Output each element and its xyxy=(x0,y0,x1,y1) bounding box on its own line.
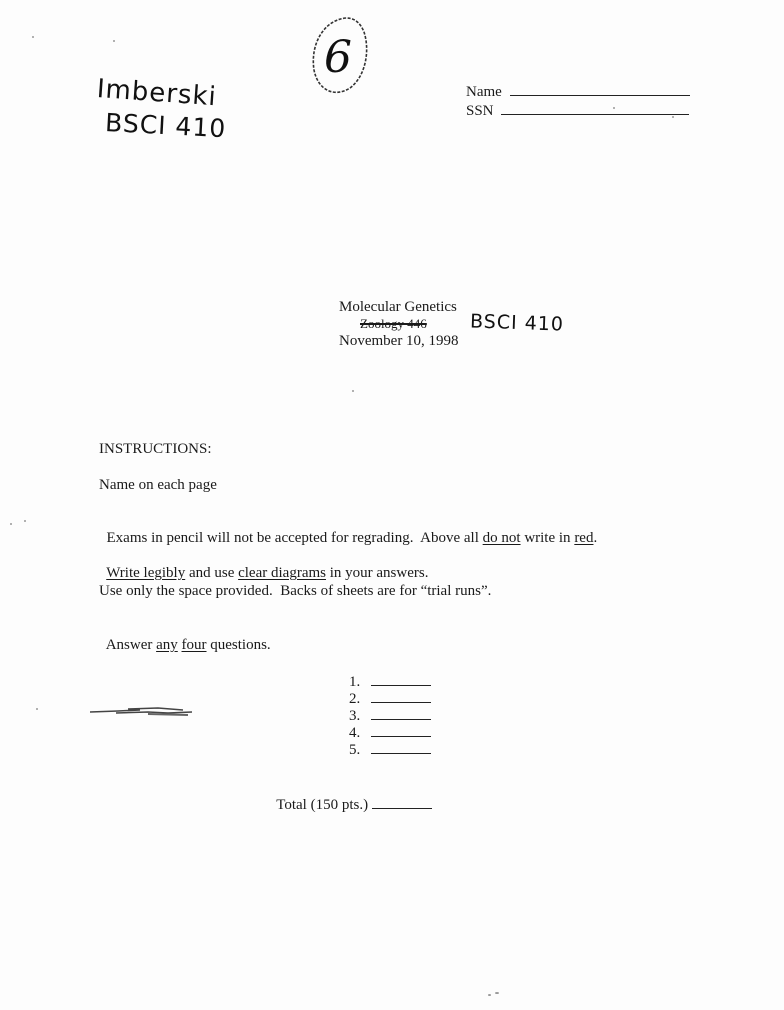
score-blank[interactable] xyxy=(371,719,431,720)
scan-speck xyxy=(36,708,38,710)
score-row-2[interactable]: 2. xyxy=(349,690,431,708)
score-value: 6 xyxy=(324,32,353,83)
old-course-strikethrough: Zoology 446 xyxy=(360,316,427,331)
course-title: Molecular Genetics xyxy=(339,299,457,315)
instruction-legibly: Write legibly and use clear diagrams in your answers. xyxy=(106,565,429,581)
score-circle xyxy=(306,14,376,100)
ssn-label: SSN xyxy=(466,103,494,119)
score-row-1[interactable]: 1. xyxy=(349,673,431,691)
instructions-heading: INSTRUCTIONS: xyxy=(99,441,212,457)
scan-speck xyxy=(613,107,615,109)
score-blank[interactable] xyxy=(371,753,431,754)
instruction-name-each-page: Name on each page xyxy=(99,477,217,493)
scan-speck xyxy=(352,390,354,392)
scan-speck xyxy=(672,116,674,118)
total-label: Total (150 pts.) xyxy=(276,797,369,813)
scan-speck xyxy=(488,994,491,996)
score-total[interactable] xyxy=(269,778,432,814)
scribble-mark-icon xyxy=(88,704,198,718)
instruction-space: Use only the space provided. Backs of sheets are for “trial runs”. xyxy=(99,583,492,599)
score-row-5[interactable]: 5. xyxy=(349,741,431,759)
ssn-line[interactable] xyxy=(501,114,689,115)
exam-date: November 10, 1998 xyxy=(339,333,459,349)
instruction-pencil: Exams in pencil will not be accepted for regrading. Above all do not write in red. xyxy=(106,530,598,546)
score-blank[interactable] xyxy=(371,736,431,737)
total-blank[interactable] xyxy=(372,808,432,809)
name-field[interactable] xyxy=(466,83,696,101)
scan-speck xyxy=(10,523,12,525)
instruction-answer-four: Answer any four questions. xyxy=(105,637,271,653)
handwritten-name: Imberski xyxy=(95,74,218,113)
ssn-field[interactable] xyxy=(466,102,696,120)
scan-speck xyxy=(24,520,26,522)
scan-speck xyxy=(32,36,34,38)
scan-speck xyxy=(113,40,115,42)
scan-speck xyxy=(495,992,499,994)
score-blank[interactable] xyxy=(371,685,431,686)
name-line[interactable] xyxy=(510,95,690,96)
score-row-3[interactable]: 3. xyxy=(349,707,431,725)
handwritten-course: BSCI 410 xyxy=(104,108,227,144)
name-label: Name xyxy=(466,84,502,100)
score-row-4[interactable]: 4. xyxy=(349,724,431,742)
handwritten-course-annotation: BSCI 410 xyxy=(469,310,565,336)
score-blank[interactable] xyxy=(371,702,431,703)
